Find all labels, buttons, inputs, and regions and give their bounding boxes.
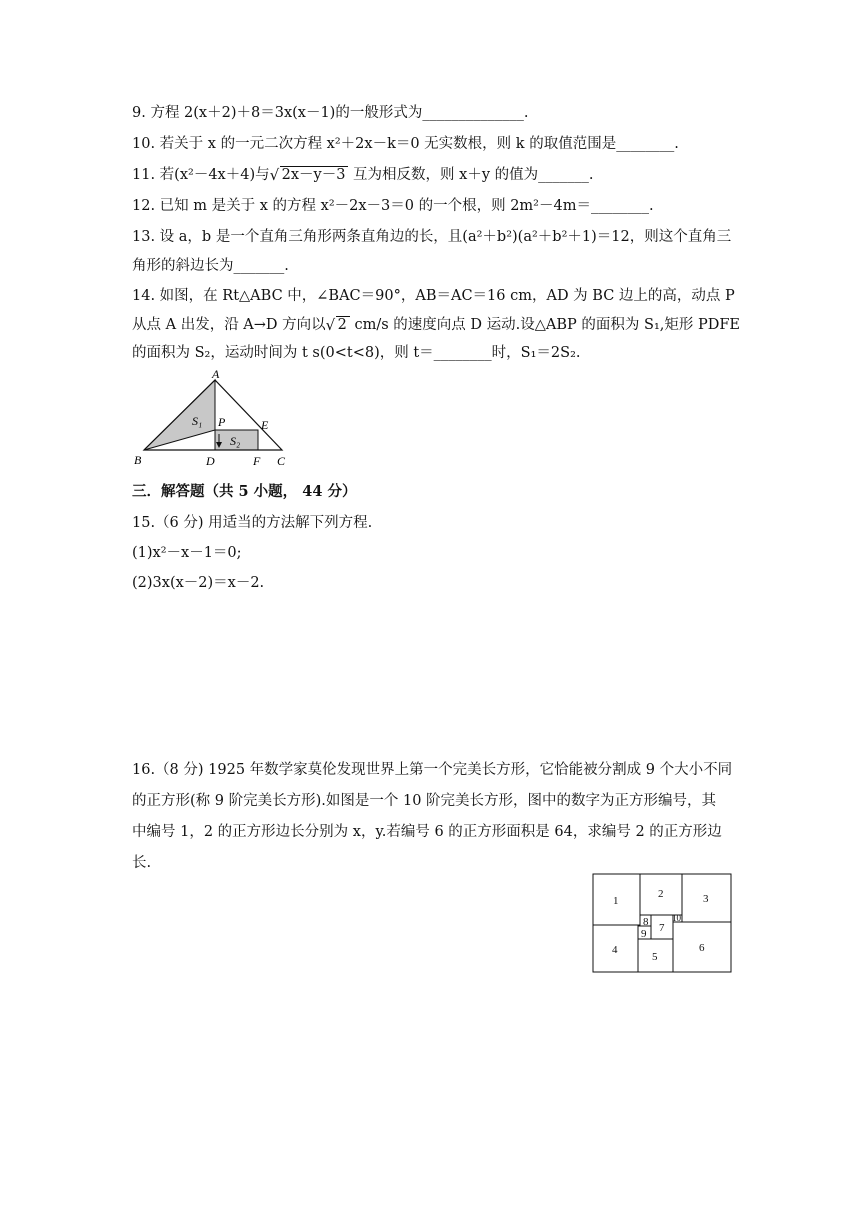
label-c: C: [277, 454, 286, 468]
q16-line3: 中编号 1，2 的正方形边长分别为 x，y.若编号 6 的正方形面积是 64，求编号 2 的正方形边: [132, 824, 722, 840]
q11-pre: 11. 若(x²－4x＋4)与: [132, 167, 270, 183]
label-1: 8: [643, 916, 649, 928]
q12: 12. 已知 m 是关于 x 的方程 x²－2x－3＝0 的一个根，则 2m²－4m＝________.: [132, 198, 654, 214]
label-9: 6: [699, 942, 705, 954]
label-2: 9: [641, 928, 647, 940]
q16-line1: 16.（8 分) 1925 年数学家莫伦发现世界上第一个完美长方形，它恰能被分割成 9 个大小不同: [132, 762, 733, 778]
q16-line2: 的正方形(称 9 阶完美长方形).如图是一个 10 阶完美长方形，图中的数字为正方形编号，其: [132, 793, 717, 809]
q9: 9. 方程 2(x＋2)＋8＝3x(x－1)的一般形式为______________.: [132, 105, 529, 121]
sqrt-symbol: √ 2: [326, 317, 350, 333]
q11-radicand: 2x－y－3: [280, 166, 349, 183]
q13-line2: 角形的斜边长为_______.: [132, 258, 289, 274]
label-s1: S₁: [192, 414, 203, 428]
q11: [132, 165, 594, 185]
label-5: 4: [612, 944, 618, 956]
label-8: 3: [703, 893, 709, 905]
q14-line1: 14. 如图，在 Rt△ABC 中，∠BAC＝90°，AB＝AC＝16 cm，AD 为 BC 边上的高，动点 P: [132, 288, 735, 304]
label-7: 2: [658, 888, 664, 900]
label-d: D: [206, 454, 215, 468]
label-b: B: [134, 453, 142, 467]
q14-line2-post: cm/s 的速度向点 D 运动.设△ABP 的面积为 S₁,矩形 PDFE: [349, 317, 741, 333]
q15-part2: (2)3x(x－2)＝x－2.: [132, 575, 265, 591]
label-10: 10: [672, 913, 681, 923]
q14-line2-pre: 从点 A 出发，沿 A→D 方向以: [132, 317, 326, 333]
sqrt-symbol: √ 2x－y－3: [270, 167, 349, 183]
q14-radicand: 2: [336, 316, 350, 333]
label-s2: S₂: [230, 434, 241, 448]
q11-post: 互为相反数，则 x＋y 的值为_______.: [348, 167, 594, 183]
triangle-figure: [130, 368, 300, 472]
label-p: P: [218, 415, 226, 429]
section-3-heading: 三．解答题（共 5 小题， 44 分）: [132, 483, 357, 500]
q10: 10. 若关于 x 的一元二次方程 x²＋2x－k＝0 无实数根，则 k 的取值范围是________.: [132, 136, 679, 152]
label-a: A: [212, 368, 220, 381]
label-e: E: [261, 418, 269, 432]
q14-line3: 的面积为 S₂，运动时间为 t s(0<t<8)，则 t＝________时，S₁＝2S₂.: [132, 345, 581, 361]
label-3: 7: [659, 922, 665, 934]
label-4: 5: [652, 951, 658, 963]
q16-line4: 长.: [132, 855, 152, 871]
q14-line2: [132, 315, 740, 335]
label-f: F: [253, 454, 261, 468]
q13-line1: 13. 设 a，b 是一个直角三角形两条直角边的长，且(a²＋b²)(a²＋b²＋1)＝12，则这个直角三: [132, 229, 732, 245]
q15-title: 15.（6 分) 用适当的方法解下列方程.: [132, 515, 373, 531]
label-6: 1: [613, 895, 619, 907]
q15-part1: (1)x²－x－1＝0;: [132, 545, 242, 561]
perfect-rectangle-figure: [592, 873, 734, 974]
